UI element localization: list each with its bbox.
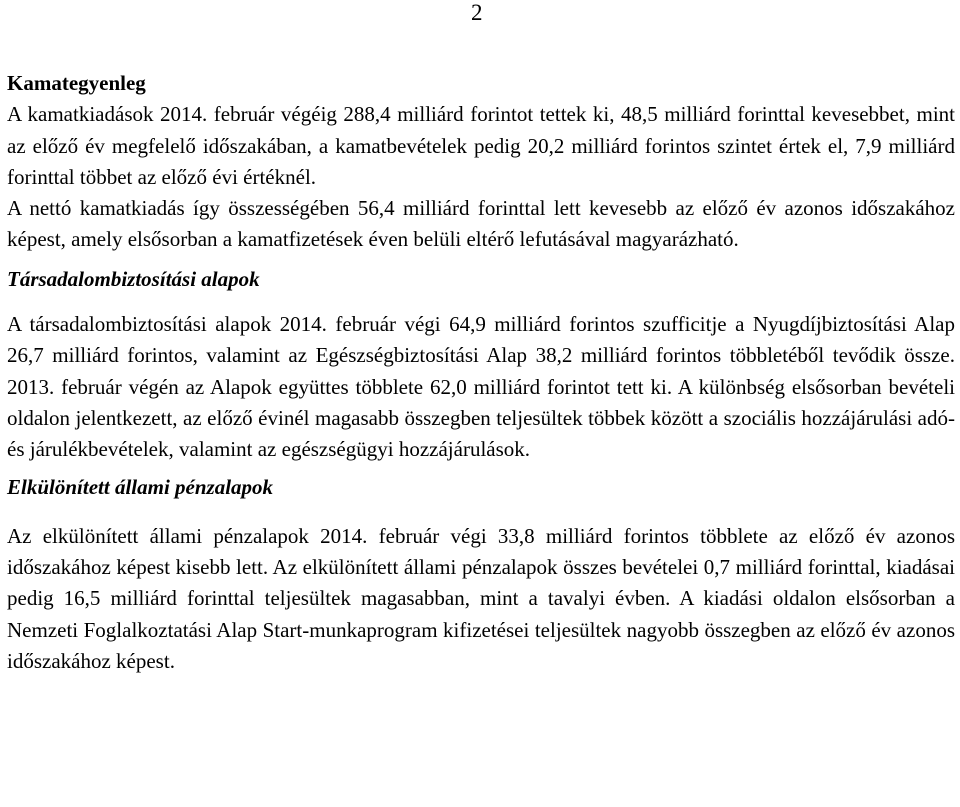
section-tarsadalombiztositasi-alapok [7,264,955,466]
paragraph-kamatkiadasok: A kamatkiadások 2014. február végéig 288,4 milliárd forintot tettek ki, 48,5 milliárd forinttal kevesebbet, mint az előző év megfelelő időszakában, a kamatbevételek pedig 20,2 milliárd forintos szintet értek el, 7,9 milliárd forinttal többet az előző évi értéknél. [7,102,955,189]
paragraph-elkulonitett: Az elkülönített állami pénzalapok 2014. február végi 33,8 milliárd forintos többlete az előző év azonos időszakához képest kisebb lett. Az elkülönített állami pénzalapok összes bevételei 0,7 milliárd forinttal, kiadásai pedig 16,5 milliárd forinttal teljesültek magasabban, mint a tavalyi évben. A kiadási oldalon elsősorban a Nemzeti Foglalkoztatási Alap Start-munkaprogram kifizetései teljesültek nagyobb összegben az előző év azonos időszakához képest. [7,523,955,674]
section-elkulonitett-allami-penzalapok [7,472,955,678]
document-body [7,68,955,677]
paragraph-netto-kamatkiadas: A nettó kamatkiadás így összességében 56,4 milliárd forinttal lett kevesebb az előző év azonos időszakához képest, amely elsősorban a kamatfizetések éven belüli eltérő lefutásával magyarázható. [7,196,955,252]
section-kamategyenleg [7,68,955,256]
section-heading-elkulonitett-allami-penzalapok: Elkülönített állami pénzalapok [7,474,274,499]
paragraph-tarsadalombiztositasi: A társadalombiztosítási alapok 2014. február végi 64,9 milliárd forintos szufficitje a Nyugdíjbiztosítási Alap 26,7 milliárd forintos, valamint az Egészségbiztosítási Alap 38,2 milliárd forintos többletéből tevődik össze. 2013. február végén az Alapok együttes többlete 62,0 milliárd forintot tett ki. A különbség elsősorban bevételi oldalon jelentkezett, az előző évinél magasabb összegben teljesültek többek között a szociális hozzájárulási adó- és járulékbevételek, valamint az egészségügyi hozzájárulások. [7,312,955,462]
section-heading-kamategyenleg: Kamategyenleg [7,71,146,95]
section-heading-tarsadalombiztositasi-alapok: Társadalombiztosítási alapok [7,266,260,291]
page-number: 2 [471,0,483,25]
